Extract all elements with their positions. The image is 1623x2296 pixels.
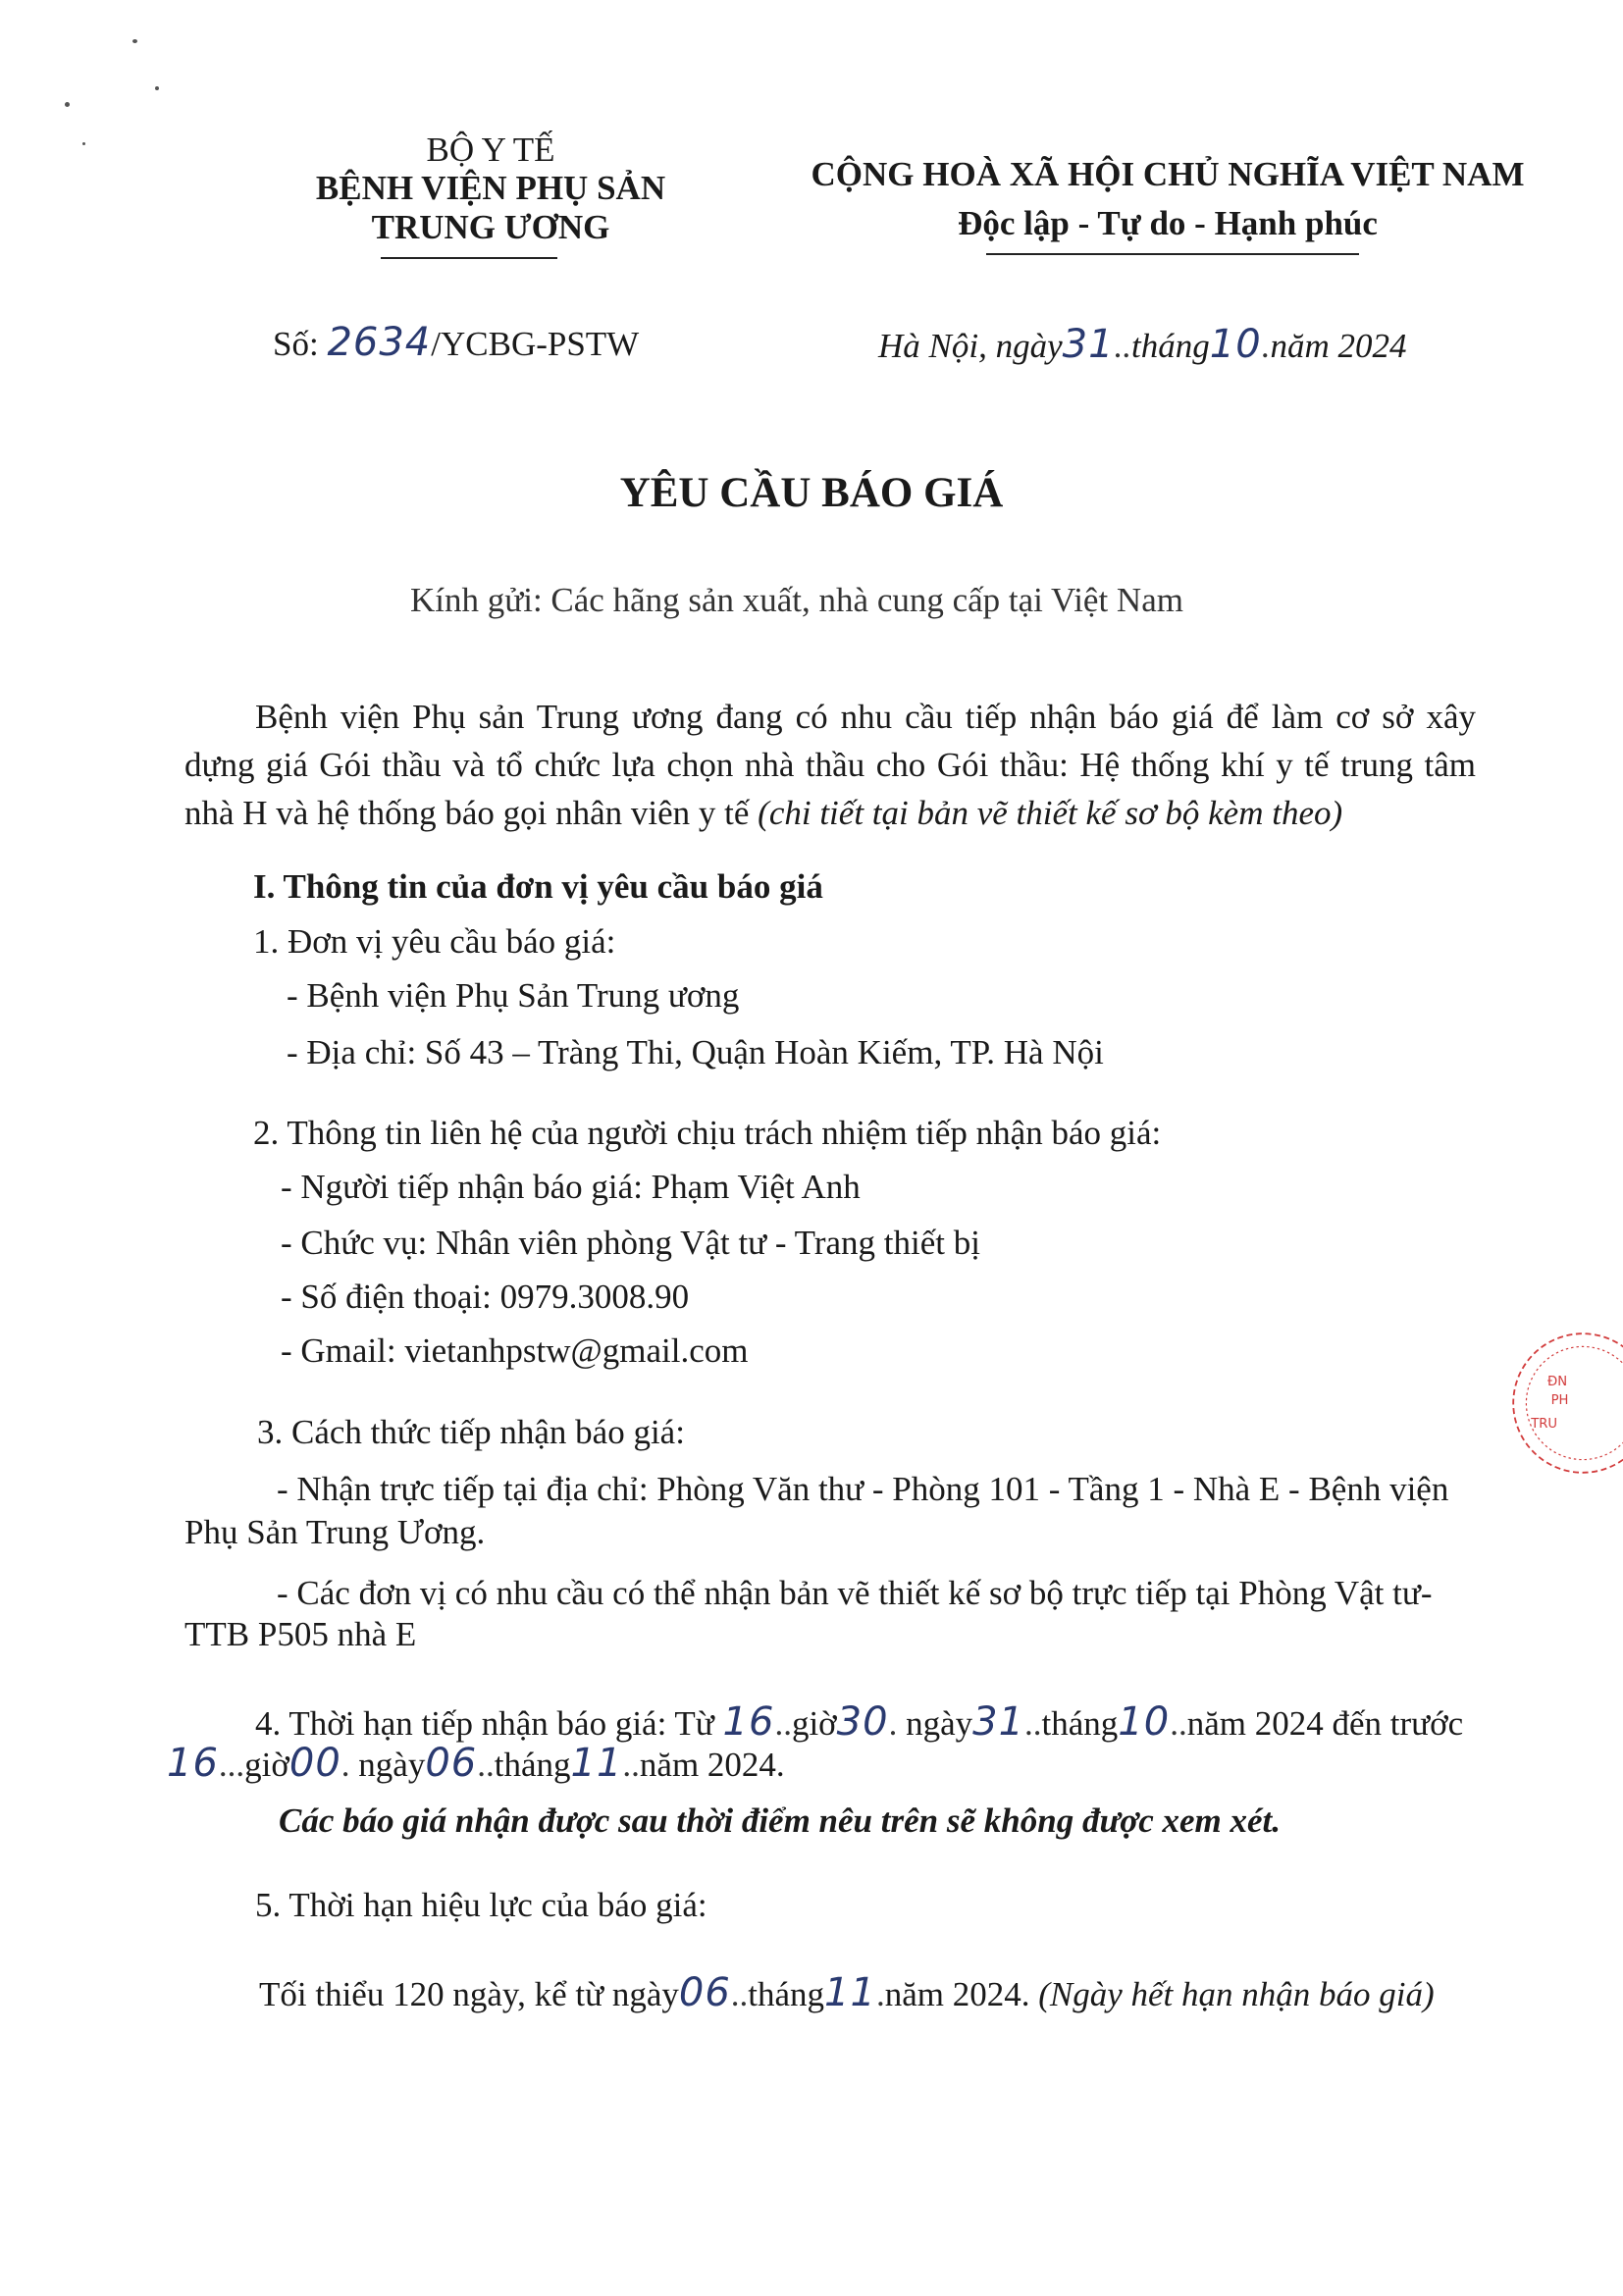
stamp-text-1: ĐN <box>1547 1375 1568 1389</box>
doc-number-suffix: /YCBG-PSTW <box>431 325 640 363</box>
document-title: YÊU CẦU BÁO GIÁ <box>619 470 1004 516</box>
item1-address: - Địa chỉ: Số 43 – Tràng Thi, Quận Hoàn Kiếm, TP. Hà Nội <box>287 1033 1104 1071</box>
national-motto: Độc lập - Tự do - Hạnh phúc <box>958 204 1378 242</box>
item5-validity: Tối thiểu 120 ngày, kể từ ngày06..tháng11.năm 2024. (Ngày hết hạn nhận báo giá) <box>259 1970 1435 2015</box>
start-day-handwritten: 31 <box>972 1699 1025 1745</box>
intro-paragraph <box>184 693 1476 837</box>
item3-label: 3. Cách thức tiếp nhận báo giá: <box>257 1413 685 1451</box>
end-minute-handwritten: 00 <box>288 1741 341 1786</box>
end-month-handwritten: 11 <box>570 1741 623 1786</box>
item3-line1-cont: Phụ Sản Trung Ương. <box>184 1513 486 1551</box>
validity-day-handwritten: 06 <box>678 1970 731 2015</box>
end-hour-handwritten: 16 <box>167 1741 219 1786</box>
item1-label: 1. Đơn vị yêu cầu báo giá: <box>253 922 616 961</box>
recipient-line: Kính gửi: Các hãng sản xuất, nhà cung cấp tại Việt Nam <box>410 581 1183 619</box>
date-place: Hà Nội, ngày <box>878 327 1063 365</box>
stamp-text-3: TRU <box>1531 1417 1558 1433</box>
start-hour-handwritten: 16 <box>722 1699 775 1745</box>
item2-label: 2. Thông tin liên hệ của người chịu trách nhiệm tiếp nhận báo giá: <box>253 1114 1162 1152</box>
start-month-handwritten: 10 <box>1118 1699 1171 1745</box>
date-month-handwritten: 10 <box>1209 322 1262 367</box>
item4-warning: Các báo giá nhận được sau thời điểm nêu trên sẽ không được xem xét. <box>279 1801 1281 1840</box>
doc-number-handwritten: 2634 <box>327 320 432 365</box>
item3-line2: - Các đơn vị có nhu cầu có thể nhận bản vẽ thiết kế sơ bộ trực tiếp tại Phòng Vật tư- <box>277 1574 1433 1612</box>
validity-note: (Ngày hết hạn nhận báo giá) <box>1038 1975 1435 2013</box>
hospital-name-line2: TRUNG ƯƠNG <box>371 208 610 246</box>
stamp-text-2: PH <box>1550 1393 1569 1409</box>
country-name: CỘNG HOÀ XÃ HỘI CHỦ NGHĨA VIỆT NAM <box>811 155 1525 193</box>
item4-line2: 16...giờ00. ngày06..tháng11..năm 2024. <box>167 1741 785 1786</box>
intro-note: (chi tiết tại bản vẽ thiết kế sơ bộ kèm theo) <box>758 794 1343 832</box>
official-stamp <box>1506 1256 1623 1550</box>
validity-month-handwritten: 11 <box>824 1970 876 2015</box>
end-day-handwritten: 06 <box>425 1741 478 1786</box>
item2-person: - Người tiếp nhận báo giá: Phạm Việt Anh <box>281 1168 861 1206</box>
scan-speck <box>132 39 137 43</box>
item3-line1: - Nhận trực tiếp tại địa chỉ: Phòng Văn thư - Phòng 101 - Tầng 1 - Nhà E - Bệnh viện <box>277 1470 1449 1508</box>
scan-speck <box>82 142 85 145</box>
header-left-underline <box>381 257 557 259</box>
date-year: năm 2024 <box>1270 327 1407 365</box>
item2-position: - Chức vụ: Nhân viên phòng Vật tư - Trang thiết bị <box>281 1224 980 1262</box>
doc-number-prefix: Số: <box>273 325 319 363</box>
date-month-word: tháng <box>1131 327 1210 365</box>
item2-email: - Gmail: vietanhpstw@gmail.com <box>281 1331 749 1370</box>
item2-phone: - Số điện thoại: 0979.3008.90 <box>281 1278 690 1316</box>
item3-line2-cont: TTB P505 nhà E <box>184 1615 417 1653</box>
scan-speck <box>65 102 70 107</box>
item4-line1: 4. Thời hạn tiếp nhận báo giá: Từ 16..giờ30. ngày31..tháng10..năm 2024 đến trước <box>255 1699 1464 1745</box>
document-number <box>273 320 639 365</box>
hospital-name-line1: BỆNH VIỆN PHỤ SẢN <box>315 169 666 207</box>
start-minute-handwritten: 30 <box>836 1699 889 1745</box>
motto-underline <box>986 253 1359 255</box>
ministry-name: BỘ Y TẾ <box>426 130 555 169</box>
scan-speck <box>155 86 159 90</box>
date-line: Hà Nội, ngày31..tháng10.năm 2024 <box>878 322 1407 367</box>
item5-label: 5. Thời hạn hiệu lực của báo giá: <box>255 1886 707 1924</box>
date-day-handwritten: 31 <box>1062 322 1115 367</box>
section1-heading: I. Thông tin của đơn vị yêu cầu báo giá <box>253 867 823 906</box>
intro-text: Bệnh viện Phụ sản Trung ương đang có nhu cầu tiếp nhận báo giá để làm cơ sở xây dựng giá Gói thầu và tổ chức lựa chọn nhà thầu cho Gói thầu: Hệ thống khí y tế trung tâm nhà H và hệ thống báo gọi nhân viên y tế <box>184 698 1476 832</box>
item1-hospital: - Bệnh viện Phụ Sản Trung ương <box>287 976 740 1015</box>
